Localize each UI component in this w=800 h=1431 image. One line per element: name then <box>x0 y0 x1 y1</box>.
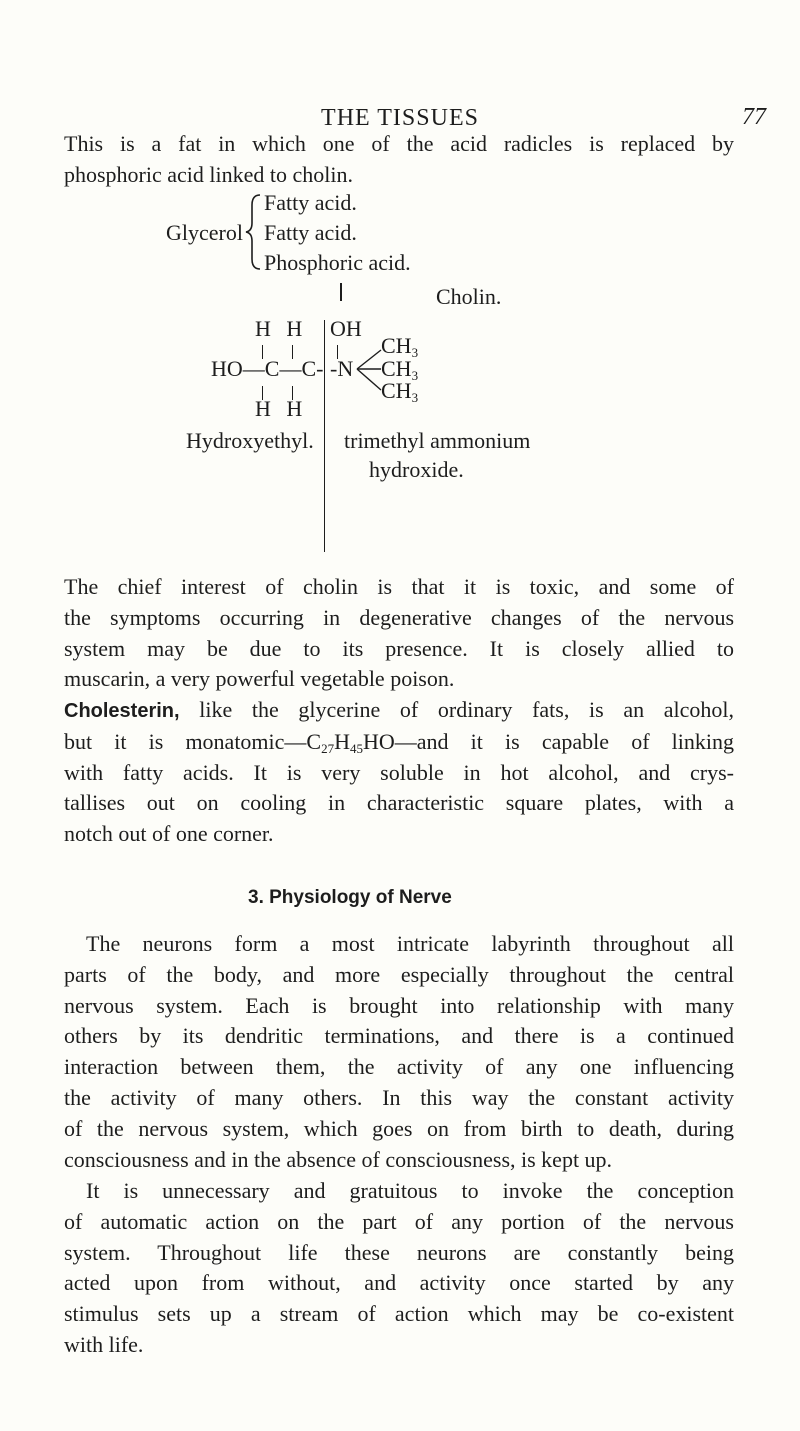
text-line: stimulus sets up a stream of action which may be co-existent <box>64 1301 734 1327</box>
running-header: THE TISSUES <box>321 105 479 131</box>
formula-oh: OH <box>330 316 362 341</box>
formula-nitrogen: -N <box>330 356 354 381</box>
cholin-paragraph <box>64 572 734 695</box>
text-line: nervous system. Each is brought into relationship with many <box>64 992 734 1018</box>
formula-bottom-hydrogens: H H <box>255 396 303 421</box>
scheme-item-fatty-acid-1: Fatty acid. <box>264 190 357 215</box>
text-line: notch out of one corner. <box>64 821 274 847</box>
divider-line <box>324 320 325 552</box>
formula-left-chain: HO—C—C- <box>211 356 324 381</box>
formula-top-hydrogens: H H <box>255 316 303 341</box>
text-line: others by its dendritic terminations, and there is a continued <box>64 1023 734 1049</box>
intro-paragraph <box>64 129 734 191</box>
text-line: but it is $monatomic—C_{27}H_{45}HO—and$ it is capable of linking <box>64 728 734 756</box>
text-line: consciousness and in the absence of consciousness, is kept up. <box>64 1146 613 1172</box>
bond-line <box>340 283 342 301</box>
section-heading: 3. Physiology of Nerve <box>248 887 452 908</box>
text-line: muscarin, a very powerful vegetable poison. <box>64 666 455 692</box>
text-line: of automatic action on the part of any portion of the nervous <box>64 1208 734 1234</box>
automatic-action-paragraph <box>64 1176 734 1361</box>
text-line: parts of the body, and more especially throughout the central <box>64 961 734 987</box>
glycerol-label: Glycerol <box>166 220 243 245</box>
text-line: interaction between them, the activity of any one influencing <box>64 1054 734 1080</box>
text-line: phosphoric acid linked to cholin. <box>64 161 353 187</box>
page-number: 77 <box>742 104 766 130</box>
formula-methyl-3: $CH_3$ <box>381 378 419 405</box>
text-line: It is unnecessary and gratuitous to invoke the conception <box>86 1178 734 1203</box>
scheme-linked-cholin: Cholin. <box>436 284 502 309</box>
formula-methyl-1: $CH_3$ <box>381 333 419 360</box>
text-line: the activity of many others. In this way the constant activity <box>64 1084 734 1110</box>
text-line: the symptoms occurring in degenerative changes of the nervous <box>64 604 734 630</box>
text-line: with life. <box>64 1331 144 1357</box>
text-line: Cholesterin, like the glycerine of ordinary fats, is an alcohol, <box>64 697 734 722</box>
text-line: This is a fat in which one of the acid radicles is replaced by <box>64 131 734 156</box>
formula-methyl-2: $CH_3$ <box>381 356 419 383</box>
text-line: system. Throughout life these neurons are constantly being <box>64 1239 734 1265</box>
formula-right-name-1: trimethyl ammonium <box>344 428 531 453</box>
scheme-item-fatty-acid-2: Fatty acid. <box>264 220 357 245</box>
text-line: of the nervous system, which goes on from birth to death, during <box>64 1115 734 1141</box>
text-line: with fatty acids. It is very soluble in hot alcohol, and crys- <box>64 759 734 785</box>
curly-brace-icon <box>244 191 264 273</box>
cholesterin-paragraph <box>64 695 734 850</box>
text-line: The chief interest of cholin is that it is toxic, and some of <box>64 574 734 599</box>
text-line: system may be due to its presence. It is closely allied to <box>64 635 734 661</box>
cholesterin-term: Cholesterin, <box>64 700 180 722</box>
text-line: The neurons form a most intricate labyrinth throughout all <box>86 931 734 956</box>
text-line: tallises out on cooling in characteristic square plates, with a <box>64 790 734 816</box>
formula-left-name: Hydroxyethyl. <box>186 428 314 453</box>
scheme-item-phosphoric-acid: Phosphoric acid. <box>264 250 411 275</box>
neurons-paragraph <box>64 929 734 1175</box>
text-line: acted upon from without, and activity once started by any <box>64 1270 734 1296</box>
formula-right-name-2: hydroxide. <box>369 457 464 482</box>
